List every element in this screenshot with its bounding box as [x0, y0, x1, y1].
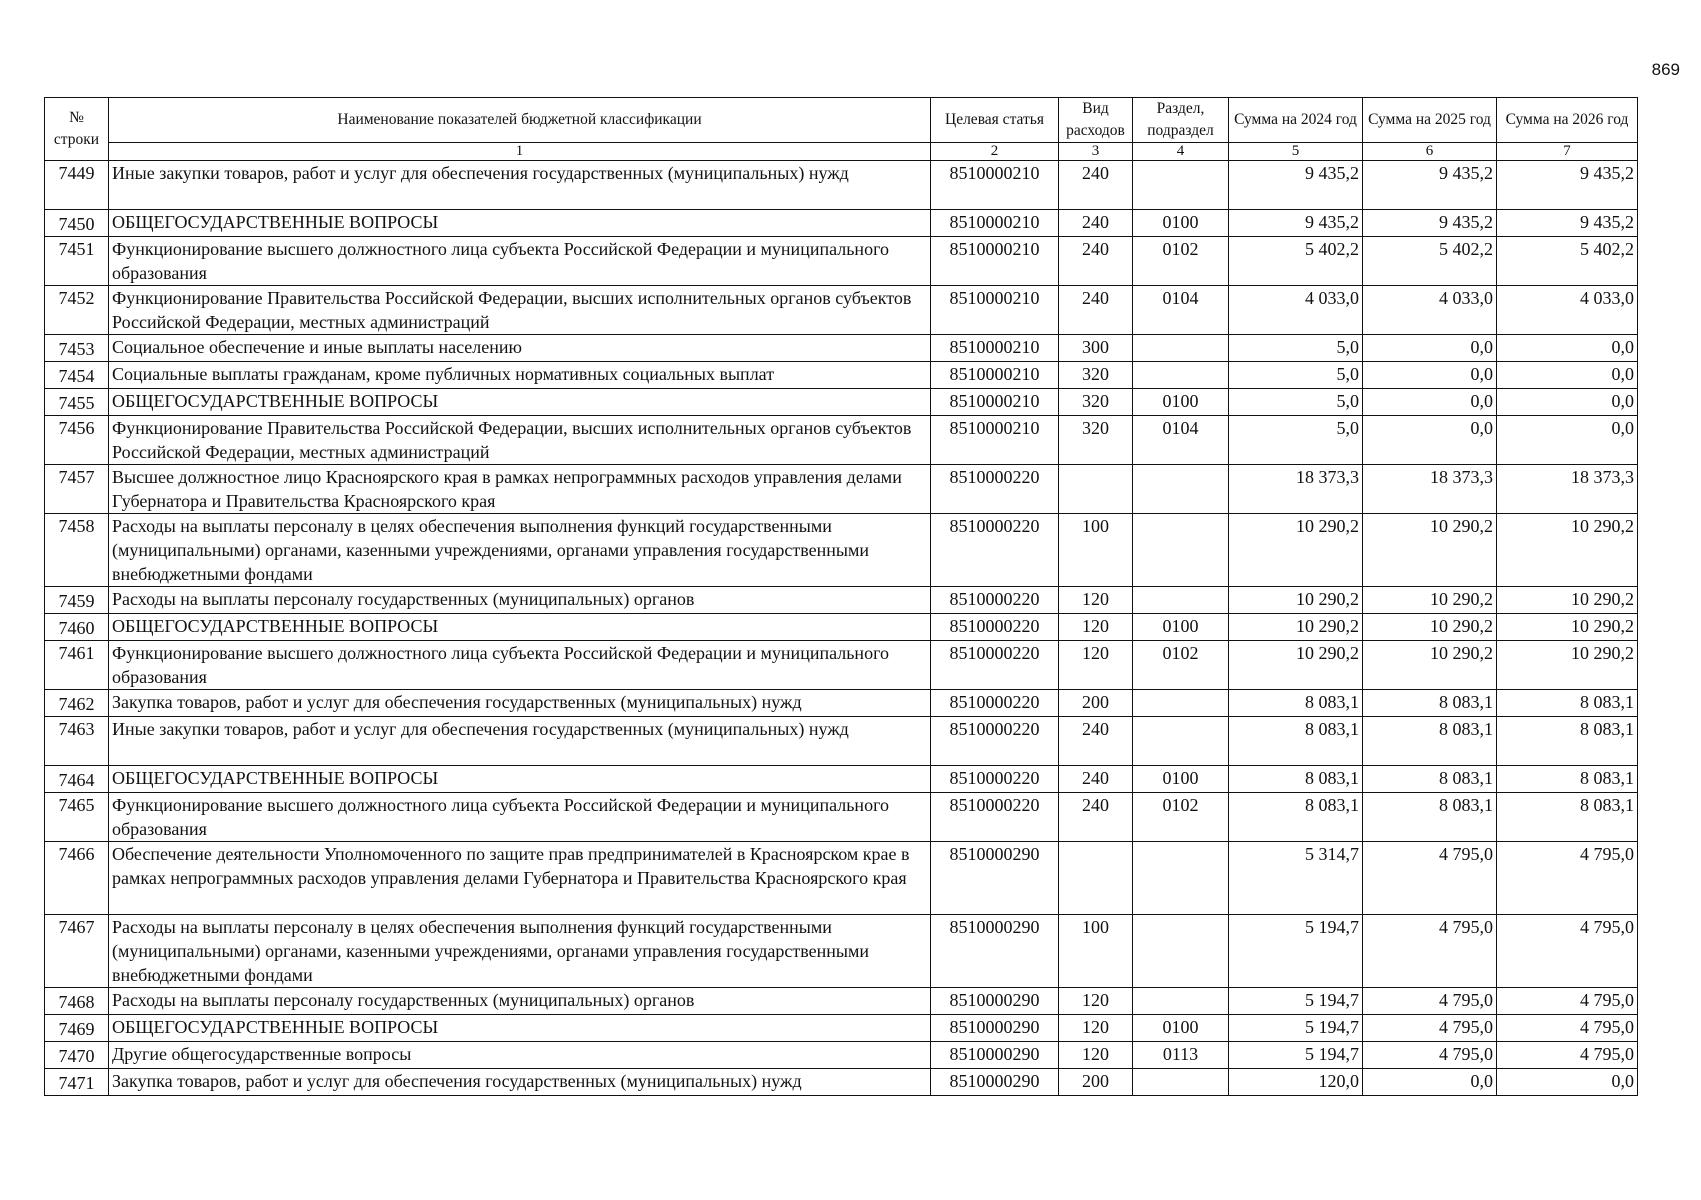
indicator-name: Высшее должностное лицо Красноярского края в рамках непрограммных расходов управления делами Губернатора и Правительства Красноярского края	[109, 465, 931, 514]
indicator-name: ОБЩЕГОСУДАРСТВЕННЫЕ ВОПРОСЫ	[109, 766, 931, 793]
target-article: 8510000210	[931, 237, 1059, 286]
indicator-name: ОБЩЕГОСУДАРСТВЕННЫЕ ВОПРОСЫ	[109, 1015, 931, 1042]
row-number: 7449	[45, 161, 109, 210]
row-number: 7463	[45, 717, 109, 766]
sum-2024: 5 194,7	[1229, 1015, 1363, 1042]
section-subsection: 0100	[1133, 614, 1229, 641]
indicator-name: Другие общегосударственные вопросы	[109, 1042, 931, 1069]
section-subsection: 0104	[1133, 416, 1229, 465]
expense-type: 120	[1059, 1042, 1133, 1069]
indicator-name: Функционирование высшего должностного лица субъекта Российской Федерации и муниципального образования	[109, 237, 931, 286]
indicator-name: Иные закупки товаров, работ и услуг для обеспечения государственных (муниципальных) нужд	[109, 717, 931, 766]
sum-2026: 10 290,2	[1497, 514, 1638, 587]
row-number: 7466	[45, 842, 109, 915]
table-row	[45, 362, 1638, 389]
sum-2024: 5 194,7	[1229, 988, 1363, 1015]
header-sum-2024: Сумма на 2024 год	[1229, 98, 1363, 143]
sum-2025: 10 290,2	[1363, 614, 1497, 641]
target-article: 8510000210	[931, 335, 1059, 362]
target-article: 8510000220	[931, 641, 1059, 690]
sum-2024: 18 373,3	[1229, 465, 1363, 514]
indicator-name: Закупка товаров, работ и услуг для обеспечения государственных (муниципальных) нужд	[109, 690, 931, 717]
table-row	[45, 915, 1638, 988]
sum-2025: 9 435,2	[1363, 210, 1497, 237]
table-row	[45, 335, 1638, 362]
table-row	[45, 988, 1638, 1015]
expense-type: 200	[1059, 690, 1133, 717]
expense-type: 240	[1059, 210, 1133, 237]
sum-2024: 10 290,2	[1229, 587, 1363, 614]
sum-2024: 4 033,0	[1229, 286, 1363, 335]
section-subsection: 0113	[1133, 1042, 1229, 1069]
col-number: 6	[1363, 143, 1497, 161]
col-number: 5	[1229, 143, 1363, 161]
table-row	[45, 641, 1638, 690]
indicator-name: Функционирование Правительства Российской Федерации, высших исполнительных органов субъектов Российской Федерации, местных администраций	[109, 416, 931, 465]
sum-2024: 5,0	[1229, 362, 1363, 389]
sum-2025: 4 795,0	[1363, 842, 1497, 915]
table-row	[45, 465, 1638, 514]
expense-type	[1059, 842, 1133, 915]
sum-2025: 9 435,2	[1363, 161, 1497, 210]
row-number: 7459	[45, 587, 109, 614]
indicator-name: Обеспечение деятельности Уполномоченного по защите прав предпринимателей в Красноярском крае в рамках непрограммных расходов управления делами Губернатора и Правительства Красноярского края	[109, 842, 931, 915]
table-row	[45, 587, 1638, 614]
section-subsection	[1133, 587, 1229, 614]
expense-type: 240	[1059, 793, 1133, 842]
table-row	[45, 161, 1638, 210]
indicator-name: Расходы на выплаты персоналу в целях обеспечения выполнения функций государственными (муниципальными) органами, казенными учреждениями, органами управления государственными внебюджетными фондами	[109, 915, 931, 988]
sum-2026: 5 402,2	[1497, 237, 1638, 286]
target-article: 8510000290	[931, 1069, 1059, 1096]
section-subsection: 0102	[1133, 793, 1229, 842]
row-number: 7462	[45, 690, 109, 717]
target-article: 8510000290	[931, 1042, 1059, 1069]
sum-2025: 5 402,2	[1363, 237, 1497, 286]
sum-2024: 5,0	[1229, 335, 1363, 362]
target-article: 8510000220	[931, 793, 1059, 842]
row-number: 7469	[45, 1015, 109, 1042]
table-row	[45, 766, 1638, 793]
row-number: 7458	[45, 514, 109, 587]
sum-2026: 4 795,0	[1497, 1042, 1638, 1069]
section-subsection	[1133, 335, 1229, 362]
section-subsection: 0104	[1133, 286, 1229, 335]
table-row	[45, 210, 1638, 237]
page-number: 869	[1651, 60, 1680, 79]
sum-2024: 120,0	[1229, 1069, 1363, 1096]
sum-2026: 4 795,0	[1497, 915, 1638, 988]
sum-2025: 4 033,0	[1363, 286, 1497, 335]
budget-table	[44, 97, 1638, 1096]
sum-2025: 10 290,2	[1363, 514, 1497, 587]
target-article: 8510000220	[931, 514, 1059, 587]
sum-2024: 5 314,7	[1229, 842, 1363, 915]
table-row	[45, 842, 1638, 915]
target-article: 8510000220	[931, 766, 1059, 793]
sum-2025: 8 083,1	[1363, 766, 1497, 793]
sum-2024: 9 435,2	[1229, 161, 1363, 210]
row-number: 7456	[45, 416, 109, 465]
section-subsection: 0100	[1133, 1015, 1229, 1042]
header-row-no: № строки	[45, 98, 109, 161]
col-number: 7	[1497, 143, 1638, 161]
row-number: 7457	[45, 465, 109, 514]
table-row	[45, 690, 1638, 717]
table-body	[45, 161, 1638, 1096]
target-article: 8510000220	[931, 587, 1059, 614]
target-article: 8510000210	[931, 362, 1059, 389]
header-vid: Вид расходов	[1059, 98, 1133, 143]
sum-2024: 5 194,7	[1229, 915, 1363, 988]
col-number: 2	[931, 143, 1059, 161]
sum-2024: 8 083,1	[1229, 793, 1363, 842]
sum-2026: 4 795,0	[1497, 1015, 1638, 1042]
sum-2026: 8 083,1	[1497, 766, 1638, 793]
row-number: 7471	[45, 1069, 109, 1096]
table-row	[45, 416, 1638, 465]
sum-2026: 10 290,2	[1497, 641, 1638, 690]
target-article: 8510000290	[931, 842, 1059, 915]
sum-2026: 8 083,1	[1497, 690, 1638, 717]
table-row	[45, 514, 1638, 587]
expense-type: 120	[1059, 587, 1133, 614]
target-article: 8510000290	[931, 915, 1059, 988]
col-number: 4	[1133, 143, 1229, 161]
sum-2024: 10 290,2	[1229, 641, 1363, 690]
expense-type: 240	[1059, 717, 1133, 766]
section-subsection: 0102	[1133, 641, 1229, 690]
sum-2025: 0,0	[1363, 416, 1497, 465]
indicator-name: Функционирование высшего должностного лица субъекта Российской Федерации и муниципального образования	[109, 641, 931, 690]
row-number: 7453	[45, 335, 109, 362]
table-row	[45, 286, 1638, 335]
expense-type: 120	[1059, 988, 1133, 1015]
table-row	[45, 1042, 1638, 1069]
row-number: 7470	[45, 1042, 109, 1069]
sum-2026: 4 033,0	[1497, 286, 1638, 335]
sum-2025: 8 083,1	[1363, 717, 1497, 766]
sum-2025: 10 290,2	[1363, 587, 1497, 614]
row-number: 7451	[45, 237, 109, 286]
indicator-name: Закупка товаров, работ и услуг для обеспечения государственных (муниципальных) нужд	[109, 1069, 931, 1096]
expense-type: 320	[1059, 389, 1133, 416]
sum-2025: 4 795,0	[1363, 1015, 1497, 1042]
sum-2024: 5 402,2	[1229, 237, 1363, 286]
indicator-name: Функционирование Правительства Российской Федерации, высших исполнительных органов субъектов Российской Федерации, местных администраций	[109, 286, 931, 335]
sum-2024: 5 194,7	[1229, 1042, 1363, 1069]
sum-2026: 0,0	[1497, 362, 1638, 389]
expense-type: 240	[1059, 161, 1133, 210]
row-number: 7465	[45, 793, 109, 842]
indicator-name: Расходы на выплаты персоналу в целях обеспечения выполнения функций государственными (муниципальными) органами, казенными учреждениями, органами управления государственными внебюджетными фондами	[109, 514, 931, 587]
col-number: 1	[109, 143, 931, 161]
table-row	[45, 1015, 1638, 1042]
col-number: 3	[1059, 143, 1133, 161]
section-subsection	[1133, 362, 1229, 389]
expense-type: 240	[1059, 286, 1133, 335]
sum-2025: 8 083,1	[1363, 690, 1497, 717]
indicator-name: Функционирование высшего должностного лица субъекта Российской Федерации и муниципального образования	[109, 793, 931, 842]
section-subsection: 0100	[1133, 389, 1229, 416]
expense-type	[1059, 465, 1133, 514]
sum-2025: 18 373,3	[1363, 465, 1497, 514]
table-row	[45, 614, 1638, 641]
section-subsection	[1133, 915, 1229, 988]
target-article: 8510000290	[931, 1015, 1059, 1042]
sum-2025: 0,0	[1363, 362, 1497, 389]
section-subsection	[1133, 717, 1229, 766]
sum-2025: 4 795,0	[1363, 988, 1497, 1015]
table-row	[45, 1069, 1638, 1096]
indicator-name: Социальное обеспечение и иные выплаты населению	[109, 335, 931, 362]
sum-2026: 0,0	[1497, 1069, 1638, 1096]
header-sum-2025: Сумма на 2025 год	[1363, 98, 1497, 143]
header-sum-2026: Сумма на 2026 год	[1497, 98, 1638, 143]
sum-2026: 8 083,1	[1497, 717, 1638, 766]
section-subsection: 0100	[1133, 210, 1229, 237]
sum-2026: 10 290,2	[1497, 587, 1638, 614]
target-article: 8510000220	[931, 717, 1059, 766]
sum-2025: 0,0	[1363, 1069, 1497, 1096]
header-razdel: Раздел, подраздел	[1133, 98, 1229, 143]
expense-type: 120	[1059, 641, 1133, 690]
table-row	[45, 717, 1638, 766]
sum-2025: 4 795,0	[1363, 915, 1497, 988]
indicator-name: ОБЩЕГОСУДАРСТВЕННЫЕ ВОПРОСЫ	[109, 614, 931, 641]
target-article: 8510000220	[931, 614, 1059, 641]
sum-2026: 0,0	[1497, 416, 1638, 465]
expense-type: 200	[1059, 1069, 1133, 1096]
section-subsection	[1133, 842, 1229, 915]
table-row	[45, 389, 1638, 416]
indicator-name: ОБЩЕГОСУДАРСТВЕННЫЕ ВОПРОСЫ	[109, 389, 931, 416]
sum-2025: 10 290,2	[1363, 641, 1497, 690]
sum-2024: 8 083,1	[1229, 766, 1363, 793]
expense-type: 320	[1059, 362, 1133, 389]
row-number: 7467	[45, 915, 109, 988]
target-article: 8510000210	[931, 286, 1059, 335]
indicator-name: Социальные выплаты гражданам, кроме публичных нормативных социальных выплат	[109, 362, 931, 389]
row-number: 7460	[45, 614, 109, 641]
target-article: 8510000290	[931, 988, 1059, 1015]
table-row	[45, 793, 1638, 842]
sum-2026: 0,0	[1497, 389, 1638, 416]
sum-2026: 8 083,1	[1497, 793, 1638, 842]
sum-2024: 5,0	[1229, 389, 1363, 416]
expense-type: 320	[1059, 416, 1133, 465]
row-number: 7468	[45, 988, 109, 1015]
section-subsection	[1133, 465, 1229, 514]
row-number: 7452	[45, 286, 109, 335]
sum-2026: 0,0	[1497, 335, 1638, 362]
sum-2026: 4 795,0	[1497, 988, 1638, 1015]
section-subsection	[1133, 988, 1229, 1015]
target-article: 8510000210	[931, 416, 1059, 465]
header-name: Наименование показателей бюджетной классификации	[109, 98, 931, 143]
sum-2026: 18 373,3	[1497, 465, 1638, 514]
sum-2025: 8 083,1	[1363, 793, 1497, 842]
row-number: 7464	[45, 766, 109, 793]
indicator-name: ОБЩЕГОСУДАРСТВЕННЫЕ ВОПРОСЫ	[109, 210, 931, 237]
section-subsection	[1133, 690, 1229, 717]
indicator-name: Расходы на выплаты персоналу государственных (муниципальных) органов	[109, 587, 931, 614]
section-subsection	[1133, 514, 1229, 587]
indicator-name: Иные закупки товаров, работ и услуг для обеспечения государственных (муниципальных) нужд	[109, 161, 931, 210]
row-number: 7450	[45, 210, 109, 237]
sum-2024: 8 083,1	[1229, 717, 1363, 766]
sum-2024: 8 083,1	[1229, 690, 1363, 717]
expense-type: 120	[1059, 1015, 1133, 1042]
section-subsection: 0100	[1133, 766, 1229, 793]
sum-2024: 9 435,2	[1229, 210, 1363, 237]
sum-2025: 0,0	[1363, 389, 1497, 416]
sum-2024: 10 290,2	[1229, 514, 1363, 587]
row-number: 7455	[45, 389, 109, 416]
expense-type: 300	[1059, 335, 1133, 362]
section-subsection	[1133, 161, 1229, 210]
header-target: Целевая статья	[931, 98, 1059, 143]
sum-2026: 9 435,2	[1497, 161, 1638, 210]
section-subsection	[1133, 1069, 1229, 1096]
expense-type: 100	[1059, 915, 1133, 988]
section-subsection: 0102	[1133, 237, 1229, 286]
sum-2025: 0,0	[1363, 335, 1497, 362]
target-article: 8510000210	[931, 389, 1059, 416]
expense-type: 120	[1059, 614, 1133, 641]
sum-2026: 4 795,0	[1497, 842, 1638, 915]
sum-2024: 5,0	[1229, 416, 1363, 465]
target-article: 8510000210	[931, 161, 1059, 210]
sum-2024: 10 290,2	[1229, 614, 1363, 641]
row-number: 7454	[45, 362, 109, 389]
table-row	[45, 237, 1638, 286]
target-article: 8510000210	[931, 210, 1059, 237]
target-article: 8510000220	[931, 690, 1059, 717]
expense-type: 240	[1059, 766, 1133, 793]
sum-2026: 10 290,2	[1497, 614, 1638, 641]
indicator-name: Расходы на выплаты персоналу государственных (муниципальных) органов	[109, 988, 931, 1015]
expense-type: 100	[1059, 514, 1133, 587]
expense-type: 240	[1059, 237, 1133, 286]
sum-2025: 4 795,0	[1363, 1042, 1497, 1069]
sum-2026: 9 435,2	[1497, 210, 1638, 237]
target-article: 8510000220	[931, 465, 1059, 514]
row-number: 7461	[45, 641, 109, 690]
